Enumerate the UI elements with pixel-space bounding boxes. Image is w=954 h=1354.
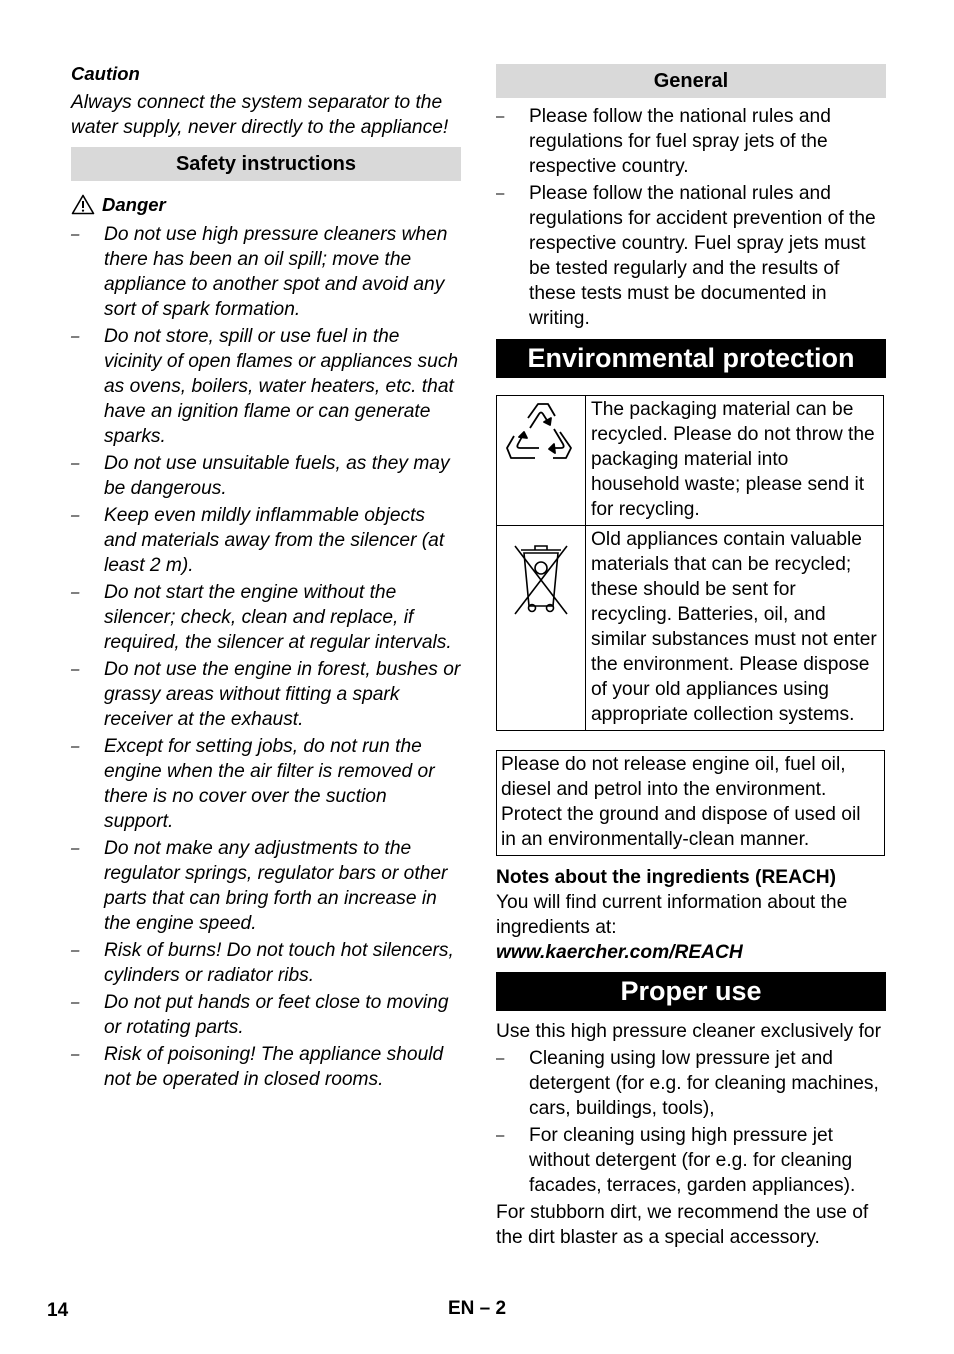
- list-item: – Do not use the engine in forest, bushes or grassy areas without fitting a spark receiver at the exhaust.: [71, 657, 461, 732]
- reach-link[interactable]: www.kaercher.com/REACH: [496, 942, 743, 963]
- icon-cell: [497, 396, 586, 526]
- list-item: – Do not put hands or feet close to moving or rotating parts.: [71, 990, 461, 1040]
- warning-triangle-icon: [71, 194, 95, 215]
- list-item: – Please follow the national rules and regulations for accident prevention of the respective country. Fuel spray jets must be tested regularly and the results of these tests must be documented in writing.: [496, 181, 886, 331]
- danger-label: Danger: [102, 193, 166, 215]
- proper-use-heading: Proper use: [496, 972, 886, 1011]
- recycle-icon: [497, 396, 585, 472]
- list-item: – Do not use high pressure cleaners when there has been an oil spill; move the appliance to another spot and avoid any sort of spark formation.: [71, 222, 461, 322]
- proper-use-outro: For stubborn dirt, we recommend the use of the dirt blaster as a special accessory.: [496, 1202, 869, 1248]
- table-row: [497, 526, 884, 731]
- text-cell: The packaging material can be recycled. Please do not throw the packaging material into household waste; please send it for recycling.: [586, 396, 884, 526]
- danger-list: [71, 222, 461, 1092]
- proper-use-list: [496, 1046, 886, 1198]
- environment-note-box: Please do not release engine oil, fuel oil, diesel and petrol into the environment. Protect the ground and dispose of used oil in an environmentally-clean manner.: [496, 750, 885, 856]
- environmental-protection-heading: Environmental protection: [496, 339, 886, 378]
- text-cell: Old appliances contain valuable materials that can be recycled; these should be sent for recycling. Batteries, oil, and similar substances must not enter the environment. Please dispose of your old appliances using appropriate collection systems.: [586, 526, 884, 731]
- list-item: – Risk of poisoning! The appliance should not be operated in closed rooms.: [71, 1042, 461, 1092]
- list-item: – Keep even mildly inflammable objects and materials away from the silencer (at least 2 m).: [71, 503, 461, 578]
- list-item: – Please follow the national rules and regulations for fuel spray jets of the respective country.: [496, 104, 886, 179]
- crossed-bin-icon: [497, 526, 585, 618]
- list-item: – Cleaning using low pressure jet and detergent (for e.g. for cleaning machines, cars, buildings, tools),: [496, 1046, 886, 1121]
- list-item: – Do not start the engine without the silencer; check, clean and replace, if required, the silencer at regular intervals.: [71, 580, 461, 655]
- list-item: – Except for setting jobs, do not run the engine when the air filter is removed or there is no cover over the suction support.: [71, 734, 461, 834]
- table-row: [497, 396, 884, 526]
- list-item: – For cleaning using high pressure jet without detergent (for e.g. for cleaning facades, terraces, garden appliances).: [496, 1123, 886, 1198]
- right-column: [496, 64, 886, 1250]
- general-list: [496, 104, 886, 331]
- list-item: – Do not store, spill or use fuel in the vicinity of open flames or appliances such as ovens, boilers, water heaters, etc. that have an ignition flame or can generate sparks.: [71, 324, 461, 449]
- list-item: – Risk of burns! Do not touch hot silencers, cylinders or radiator ribs.: [71, 938, 461, 988]
- reach-text: You will find current information about the ingredients at:: [496, 892, 848, 938]
- safety-instructions-heading: Safety instructions: [71, 147, 461, 181]
- caution-title: Caution: [71, 63, 140, 84]
- page-number: 14: [47, 1300, 69, 1321]
- left-column: [71, 62, 461, 1092]
- proper-use-intro: Use this high pressure cleaner exclusively for: [496, 1021, 881, 1042]
- list-item: – Do not make any adjustments to the regulator springs, regulator bars or other parts that can bring forth an increase in the engine speed.: [71, 836, 461, 936]
- general-heading: General: [496, 64, 886, 98]
- reach-title: Notes about the ingredients (REACH): [496, 867, 837, 888]
- icon-cell: [497, 526, 586, 731]
- danger-header: [71, 192, 461, 216]
- footer-label: EN – 2: [448, 1298, 507, 1319]
- list-item: – Do not use unsuitable fuels, as they may be dangerous.: [71, 451, 461, 501]
- caution-text: Always connect the system separator to the water supply, never directly to the appliance!: [71, 92, 449, 138]
- environment-table: [496, 395, 884, 731]
